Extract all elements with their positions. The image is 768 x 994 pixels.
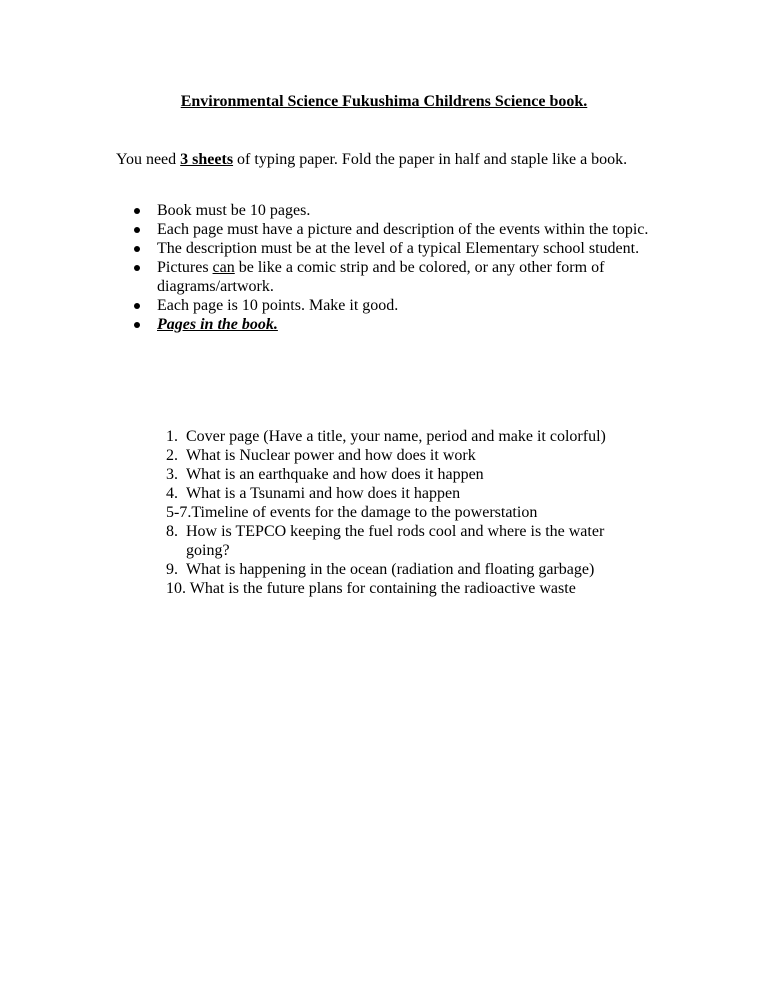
page-item [166,522,636,560]
intro-paragraph [116,150,636,170]
requirement-item [134,201,654,220]
page-description: 10. What is the future plans for containing the radioactive waste [166,580,576,597]
pages-heading: Pages in the book. [157,316,278,333]
page-description: How is TEPCO keeping the fuel rods cool and where is the water going? [186,523,605,559]
document-title: Environmental Science Fukushima Childrens Science book. [180,93,588,110]
bullet-icon [134,322,140,328]
page-description: Cover page (Have a title, your name, period and make it colorful) [186,428,606,445]
requirement-item [134,239,654,258]
bullet-icon [134,227,140,233]
requirements-list [134,201,654,334]
page-item [166,503,636,522]
intro-post: of typing paper. Fold the paper in half and staple like a book. [233,151,628,168]
requirement-item [134,315,654,334]
requirement-item [134,258,654,296]
requirement-text: The description must be at the level of a typical Elementary school student. [157,240,640,257]
page-number: 2. [166,447,178,464]
page-number: 4. [166,485,178,502]
page-item [166,484,636,503]
requirement-item [134,220,654,239]
page-description: What is Nuclear power and how does it work [186,447,476,464]
intro-pre: You need [116,151,181,168]
bullet-icon [134,208,140,214]
page-description: What is happening in the ocean (radiation and floating garbage) [186,561,595,578]
page-number: 3. [166,466,178,483]
page-item [166,465,636,484]
requirement-text-pre: Pictures [157,259,213,276]
requirement-text [157,259,604,295]
requirement-text: Each page must have a picture and description of the events within the topic. [157,221,649,238]
page-item [166,446,636,465]
page-item [166,579,636,598]
page-number: 1. [166,428,178,445]
page-number: 9. [166,561,178,578]
page-description: 5-7.Timeline of events for the damage to the powerstation [166,504,538,521]
requirement-text: Book must be 10 pages. [157,202,311,219]
intro-emphasis: 3 sheets [180,151,234,168]
bullet-icon [134,246,140,252]
bullet-icon [134,265,140,271]
page-description: What is an earthquake and how does it happen [186,466,484,483]
pages-list [166,427,636,598]
requirement-text-underlined: can [212,259,235,276]
requirement-text-post: be like a comic strip and be colored, or any other form of diagrams/artwork. [157,259,605,295]
requirement-item [134,296,654,315]
page-item [166,427,636,446]
page-item [166,560,636,579]
page-description: What is a Tsunami and how does it happen [186,485,461,502]
requirement-text: Each page is 10 points. Make it good. [157,297,399,314]
bullet-icon [134,303,140,309]
page-number: 8. [166,523,178,540]
